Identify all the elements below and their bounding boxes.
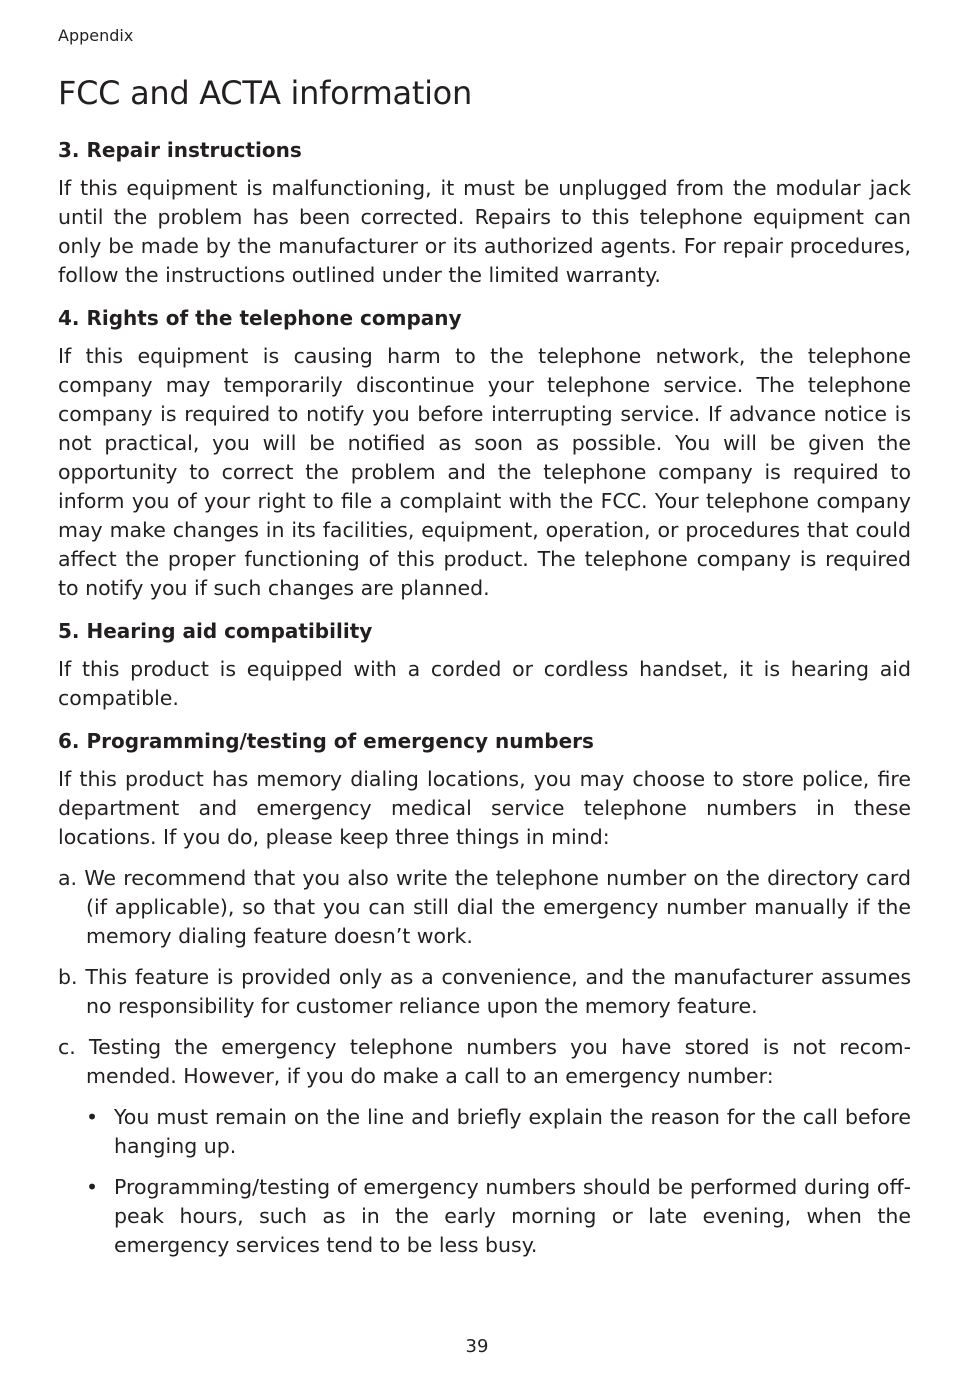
list-item: b. This feature is provided only as a convenience, and the manufacturer assumes no responsibility for customer reliance upon the memory feature. (58, 965, 911, 1018)
paragraph: If this product has memory dialing locations, you may choose to store police, fire department and emergency medical service telephone numbers in these locations. If you do, please keep three things in mind: (58, 767, 911, 849)
bullet-text: You must remain on the line and briefly explain the reason for the call before hanging up. (114, 1105, 911, 1158)
section-hearing-aid-compatibility (58, 615, 911, 713)
section-label: Appendix (58, 26, 134, 45)
list-item: c. Testing the emergency telephone numbers you have stored is not recommended. However, if you do make a call to an emergency number: (58, 1035, 911, 1088)
bullet-item (86, 1103, 911, 1161)
section-repair-instructions (58, 134, 911, 290)
section-rights-of-telephone-company (58, 302, 911, 603)
paragraph: If this product is equipped with a corded or cordless handset, it is hearing aid compatible. (58, 657, 911, 710)
list-item: a. We recommend that you also write the telephone number on the directory card (if applicable), so that you can still dial the emergency number manually if the memory dialing feature doesn’t work. (58, 866, 911, 948)
bullet-icon: • (86, 1175, 99, 1199)
page-number: 39 (465, 1336, 489, 1357)
bullet-icon: • (86, 1105, 99, 1129)
section-heading: 4. Rights of the telephone company (58, 306, 462, 330)
section-heading: 3. Repair instructions (58, 138, 302, 162)
paragraph: If this equipment is causing harm to the telephone network, the telephone company may temporarily discontinue your telephone service. The telephone company is required to notify you before interrupting service. If advance notice is not practical, you will be notified as soon as possible. You will be given the opportunity to correct the problem and the telephone company is required to inform you of your right to file a complaint with the FCC. Your telephone company may make changes in its facilities, equipment, operation, or procedures that could affect the proper functioning of this product. The telephone company is required to notify you if such changes are planned. (58, 344, 911, 600)
paragraph: If this equipment is malfunctioning, it must be unplugged from the modular jack until the problem has been corrected. Repairs to this telephone equipment can only be made by the manufacturer or its authorized agents. For repair procedures, follow the instructions outlined under the limited warranty. (58, 176, 911, 287)
bullet-text: Programming/testing of emergency numbers should be performed during off-peak hours, such as in the early morning or late evening, when the emergency services tend to be less busy. (114, 1175, 911, 1257)
section-heading: 6. Programming/testing of emergency numbers (58, 729, 594, 753)
page-content (58, 134, 911, 1272)
bullet-item (86, 1173, 911, 1260)
section-heading: 5. Hearing aid compatibility (58, 619, 373, 643)
page-title: FCC and ACTA information (58, 74, 472, 112)
section-emergency-numbers (58, 725, 911, 1260)
